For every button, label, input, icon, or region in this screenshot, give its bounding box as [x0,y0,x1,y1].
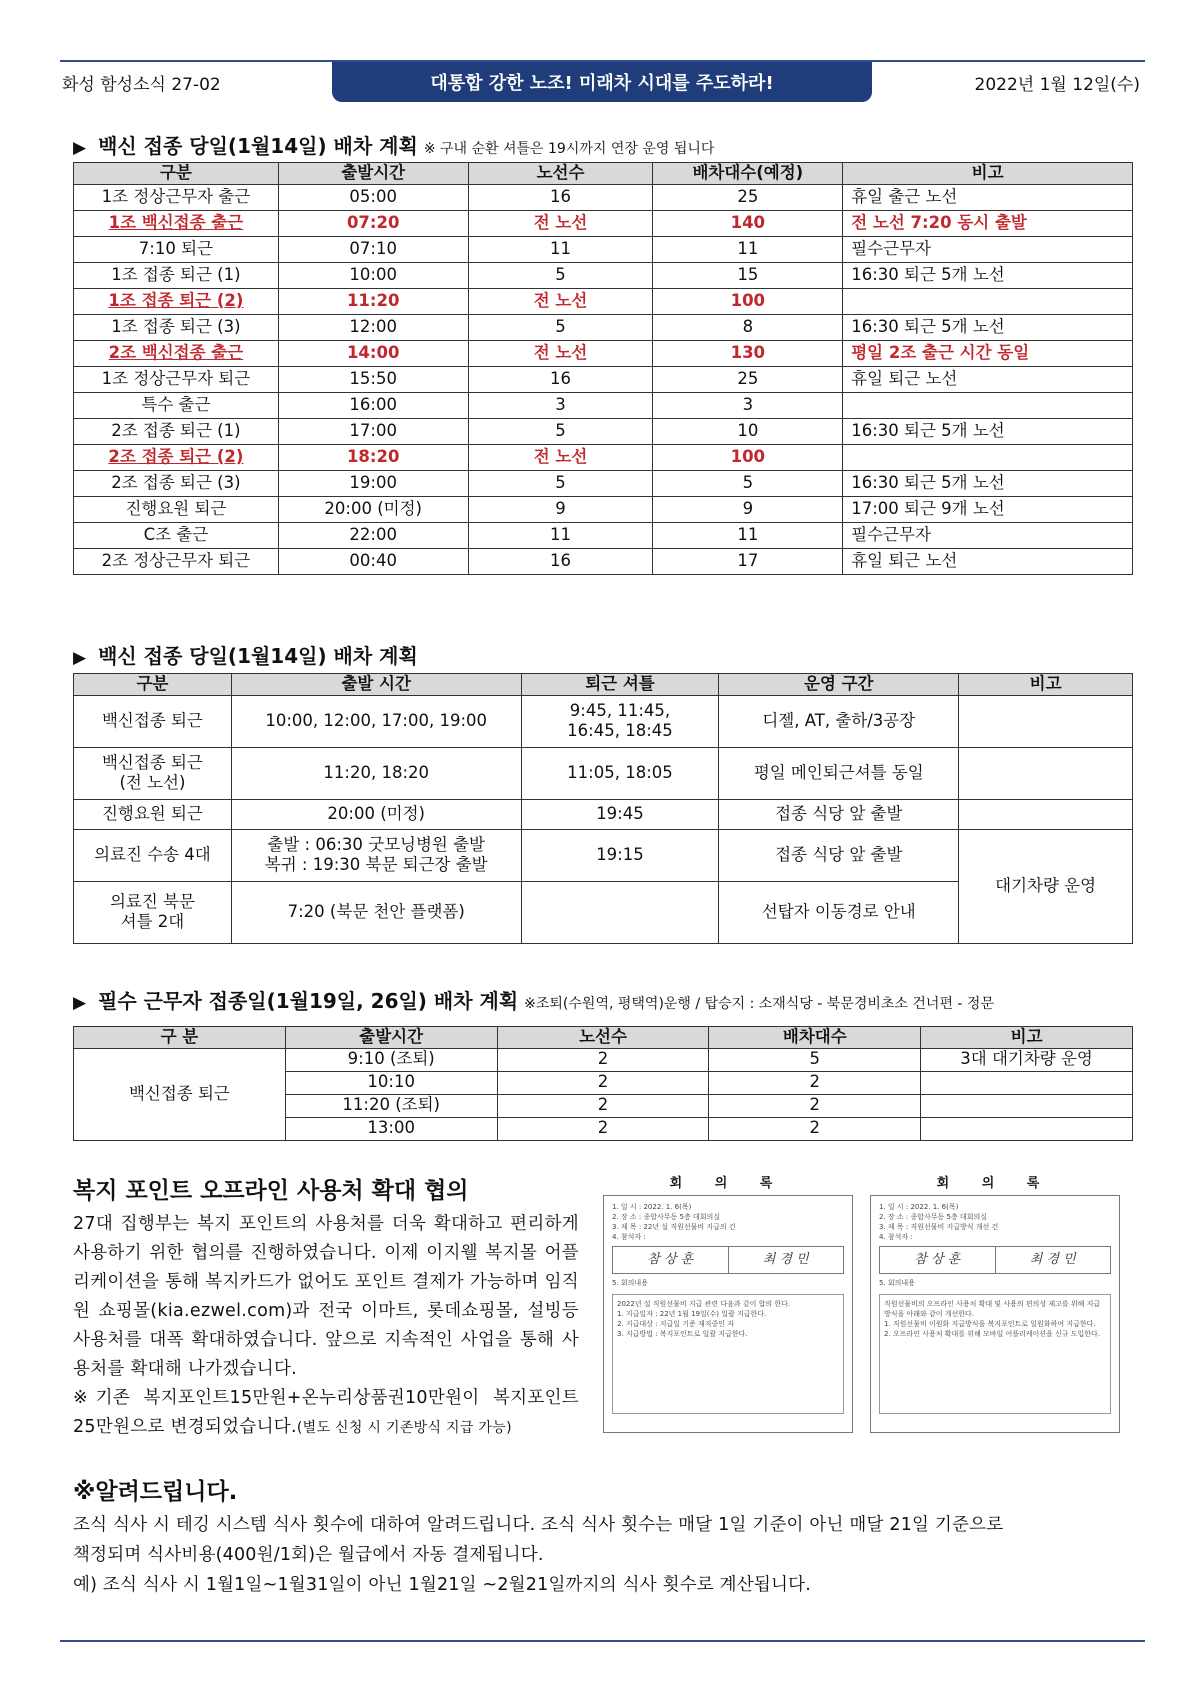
table-cell: 17:00 [278,418,468,444]
table-cell: 9:10 (조퇴) [285,1048,497,1071]
table-cell: 25 [653,184,843,210]
table-cell: 25 [653,366,843,392]
table-cell: 16:30 퇴근 5개 노선 [843,418,1133,444]
table-cell: 07:20 [278,210,468,236]
triangle-bullet-icon: ▶ [73,993,87,1013]
triangle-bullet-icon: ▶ [73,648,87,668]
table-cell: 백신접종 퇴근 [74,695,232,747]
table-cell: 7:10 퇴근 [74,236,279,262]
table-cell: 3 [468,392,653,418]
column-header: 출발 시간 [231,674,521,696]
table-row [74,288,1133,314]
table-row [74,1048,1133,1071]
table-cell [843,392,1133,418]
column-header: 비고 [843,163,1133,185]
table-cell: 필수근무자 [843,522,1133,548]
table-cell: 3 [653,392,843,418]
column-header: 비고 [959,674,1133,696]
column-header: 비고 [921,1027,1133,1049]
table-cell: 19:00 [278,470,468,496]
table-cell: 진행요원 퇴근 [74,496,279,522]
table-cell: 10:00 [278,262,468,288]
section1-title: ▶ 백신 접종 당일(1월14일) 배차 계획 ※ 구내 순환 셔틀은 19시까지 연장 운영 됩니다 [73,134,715,158]
table-cell: 3대 대기차량 운영 [921,1048,1133,1071]
table-cell: 2조 접종 퇴근 (1) [74,418,279,444]
section3-title: ▶ 필수 근무자 접종일(1월19일, 26일) 배차 계획 ※조퇴(수원역, 평택역)운행 / 탑승지 : 소재식당 - 북문경비초소 건너편 - 정문 [73,989,994,1013]
table-cell: 16:30 퇴근 5개 노선 [843,470,1133,496]
column-header: 구 분 [74,1027,286,1049]
table-cell: 1조 정상근무자 출근 [74,184,279,210]
table-cell [959,799,1133,829]
essential-worker-schedule-table [73,1026,1133,1141]
table-cell: 접종 식당 앞 출발 [719,829,959,881]
column-header: 노선수 [468,163,653,185]
column-header: 노선수 [497,1027,709,1049]
table-cell: 출발 : 06:30 굿모닝병원 출발 복귀 : 19:30 북문 퇴근장 출발 [231,829,521,881]
table-cell: 140 [653,210,843,236]
table-cell: 2 [709,1117,921,1140]
table-cell: 11:20, 18:20 [231,747,521,799]
table-cell: 15:50 [278,366,468,392]
section3-note: ※조퇴(수원역, 평택역)운행 / 탑승지 : 소재식당 - 북문경비초소 건너편 - 정문 [524,996,994,1012]
signature-union: 최 경 민 [762,1252,809,1267]
table-cell: 11 [468,522,653,548]
table-cell: 1조 백신접종 출근 [74,210,279,236]
table-cell: 100 [653,444,843,470]
table-cell: 필수근무자 [843,236,1133,262]
table-cell: 2조 접종 퇴근 (3) [74,470,279,496]
table-cell [843,444,1133,470]
table-cell: 10 [653,418,843,444]
table-row [74,392,1133,418]
column-header: 운영 구간 [719,674,959,696]
table-cell: 19:15 [521,829,719,881]
table-cell: 전 노선 7:20 동시 출발 [843,210,1133,236]
table-cell: 디젤, AT, 출하/3공장 [719,695,959,747]
table-cell: 2 [497,1094,709,1117]
table-cell: 11 [468,236,653,262]
table-cell [521,881,719,943]
table-cell: 5 [709,1048,921,1071]
table-cell: 11 [653,522,843,548]
column-header: 배차대수(예정) [653,163,843,185]
table-cell: 16:30 퇴근 5개 노선 [843,262,1133,288]
table-cell: 2 [497,1117,709,1140]
table-cell: 5 [653,470,843,496]
column-header: 출발시간 [278,163,468,185]
table-cell: 17 [653,548,843,574]
table-cell: 1조 접종 퇴근 (2) [74,288,279,314]
welfare-body: 27대 집행부는 복지 포인트의 사용처를 더욱 확대하고 편리하게 사용하기 위한 협의를 진행하였습니다. 이제 이지웰 복지몰 어플리케이션을 통해 복지카드가 없어도 포인트 결제가 가능하며 임직원 쇼핑몰(kia.ezwel.com)과 전국 이마트, 롯데쇼핑몰, 설빙등 사용처를 대폭 확대하였습니다. 앞으로 지속적인 사업을 통해 사용처를 확대해 나가겠습니다. ※기존 복지포인트15만원+온누리상품권10만원이 복지포인트 25만원으로 변경되었습니다.(별도 신청 시 기존방식 지급 가능) [73,1214,579,1437]
table-cell: 의료진 수송 4대 [74,829,232,881]
table-cell: 8 [653,314,843,340]
table-cell: 11:20 [278,288,468,314]
table-row [74,236,1133,262]
table-cell: 9 [653,496,843,522]
table-cell: 특수 출근 [74,392,279,418]
column-header: 구분 [74,674,232,696]
table-cell: 10:10 [285,1071,497,1094]
table-cell: 2조 접종 퇴근 (2) [74,444,279,470]
table-row [74,548,1133,574]
table-cell: 진행요원 퇴근 [74,799,232,829]
table-cell: 9 [468,496,653,522]
table-row [74,747,1133,799]
table-cell: 1조 정상근무자 퇴근 [74,366,279,392]
table-cell: 22:00 [278,522,468,548]
table-cell: 11:20 (조퇴) [285,1094,497,1117]
table-cell: 백신접종 퇴근 (전 노선) [74,747,232,799]
table-row [74,522,1133,548]
table-cell: 18:20 [278,444,468,470]
table-cell: 11:05, 18:05 [521,747,719,799]
meeting-minutes-1: 회 의 록 1. 일 시 : 2022. 1. 6(목) 2. 장 소 : 종합사무동 5층 대회의실 3. 제 목 : 22년 설 직원선물비 지급의 건 4. 참석자 : 참 상 훈 최 경 민 5. 회의내용 2022년 설 직원선물비 지급 관련 다음과 같이 합의 한다. 1. 지급일자 : 22년 1월 19일(수) 일괄 지급한다. 2. 지급대상 : 지급일 기준 재직중인 자 3. 지급방법 : 복지포인트로 일괄 지급한다. [603,1172,853,1430]
table-cell: 16 [468,366,653,392]
header-banner: 대통합 강한 노조! 미래차 시대를 주도하라! [332,62,872,102]
table-cell: 16 [468,184,653,210]
table-cell: 9:45, 11:45, 16:45, 18:45 [521,695,719,747]
table-cell [843,288,1133,314]
table-cell: 10:00, 12:00, 17:00, 19:00 [231,695,521,747]
table-cell: 휴일 퇴근 노선 [843,548,1133,574]
signature-company: 참 상 훈 [613,1247,729,1273]
table-cell: 100 [653,288,843,314]
table-cell: 2 [709,1071,921,1094]
notice-body: 조식 식사 시 테깅 시스템 식사 횟수에 대하여 알려드립니다. 조식 식사 횟수는 매달 1일 기준이 아닌 매달 21일 기준으로 책정되며 식사비용(400원/1회)은 월급에서 자동 결제됩니다. 예) 조식 식사 시 1월1일~1월31일이 아닌 1월21일 ~2월21일까지의 식사 횟수로 계산됩니다. [73,1515,1004,1595]
table-cell [921,1094,1133,1117]
table-cell: 1조 접종 퇴근 (3) [74,314,279,340]
table-cell: 평일 메인퇴근셔틀 동일 [719,747,959,799]
table-cell: 05:00 [278,184,468,210]
table-cell: 17:00 퇴근 9개 노선 [843,496,1133,522]
signature-union: 최 경 민 [1029,1252,1076,1267]
table-cell: 15 [653,262,843,288]
triangle-bullet-icon: ▶ [73,138,87,158]
table-cell: 20:00 (미정) [231,799,521,829]
vaccine-day-schedule-table [73,162,1133,575]
table-row [74,262,1133,288]
table-cell: 16:00 [278,392,468,418]
section2-title: ▶ 백신 접종 당일(1월14일) 배차 계획 [73,644,418,668]
table-cell: 휴일 퇴근 노선 [843,366,1133,392]
table-cell: 의료진 북문 셔틀 2대 [74,881,232,943]
table-cell: 19:45 [521,799,719,829]
table-cell: 5 [468,418,653,444]
table-cell: 11 [653,236,843,262]
table-cell: 07:10 [278,236,468,262]
table-cell [921,1071,1133,1094]
remark-cell: 대기차량 운영 [959,829,1133,943]
table-row [74,799,1133,829]
welfare-title: 복지 포인트 오프라인 사용처 확대 협의 [73,1178,469,1204]
table-row [74,314,1133,340]
table-cell: 00:40 [278,548,468,574]
table-cell: 12:00 [278,314,468,340]
table-row [74,366,1133,392]
table-cell: 130 [653,340,843,366]
table-cell: 13:00 [285,1117,497,1140]
table-row [74,184,1133,210]
column-header: 배차대수 [709,1027,921,1049]
column-header: 퇴근 셔틀 [521,674,719,696]
table-row [74,695,1133,747]
table-row [74,444,1133,470]
signature-company: 참 상 훈 [880,1247,996,1273]
column-header: 구분 [74,163,279,185]
table-cell: 휴일 출근 노선 [843,184,1133,210]
table-cell: 5 [468,314,653,340]
table-row [74,496,1133,522]
table-row [74,340,1133,366]
table-cell: 전 노선 [468,340,653,366]
table-cell: 2 [497,1048,709,1071]
table-cell: 평일 2조 출근 시간 동일 [843,340,1133,366]
table-cell: 선탑자 이동경로 안내 [719,881,959,943]
notice-title: ※알려드립니다. [73,1479,238,1505]
table-cell: 2 [497,1071,709,1094]
table-cell: 2조 백신접종 출근 [74,340,279,366]
column-header: 출발시간 [285,1027,497,1049]
table-row [74,210,1133,236]
table-cell: 16:30 퇴근 5개 노선 [843,314,1133,340]
table-cell: 16 [468,548,653,574]
table-cell: 접종 식당 앞 출발 [719,799,959,829]
table-cell: 2 [709,1094,921,1117]
group-cell: 백신접종 퇴근 [74,1048,286,1140]
section1-note: ※ 구내 순환 셔틀은 19시까지 연장 운영 됩니다 [423,141,715,157]
table-cell: 20:00 (미정) [278,496,468,522]
vaccine-shuttle-table [73,673,1133,944]
footer-rule [60,1640,1145,1642]
table-cell: 5 [468,470,653,496]
table-cell: 전 노선 [468,444,653,470]
table-cell: 전 노선 [468,210,653,236]
table-row [74,470,1133,496]
table-cell: 14:00 [278,340,468,366]
table-cell: 전 노선 [468,288,653,314]
table-cell: 7:20 (북문 천안 플랫폼) [231,881,521,943]
meeting-minutes-2: 회 의 록 1. 일 시 : 2022. 1. 6(목) 2. 장 소 : 종합사무동 5층 대회의실 3. 제 목 : 직원선물비 지급방식 개선 건 4. 참석자 : 참 상 훈 최 경 민 5. 회의내용 직원선물비의 오프라인 사용처 확대 및 사용의 편의성 제고를 위해 지급방식을 아래와 같이 개선한다. 1. 직원선물비 이원화 지급방식을 복지포인트로 일원화하여 지급한다. 2. 오프라인 사용처 확대를 위해 모바일 어플리케이션을 신규 도입한다. [870,1172,1120,1430]
issue-date: 2022년 1월 12일(수) [974,75,1140,95]
newsletter-issue: 화성 함성소식 27-02 [62,75,221,95]
table-row [74,418,1133,444]
table-cell: 2조 정상근무자 퇴근 [74,548,279,574]
table-cell [959,695,1133,747]
table-cell [959,747,1133,799]
table-row [74,829,1133,881]
table-cell: 5 [468,262,653,288]
table-cell [921,1117,1133,1140]
table-cell: C조 출근 [74,522,279,548]
table-cell: 1조 접종 퇴근 (1) [74,262,279,288]
